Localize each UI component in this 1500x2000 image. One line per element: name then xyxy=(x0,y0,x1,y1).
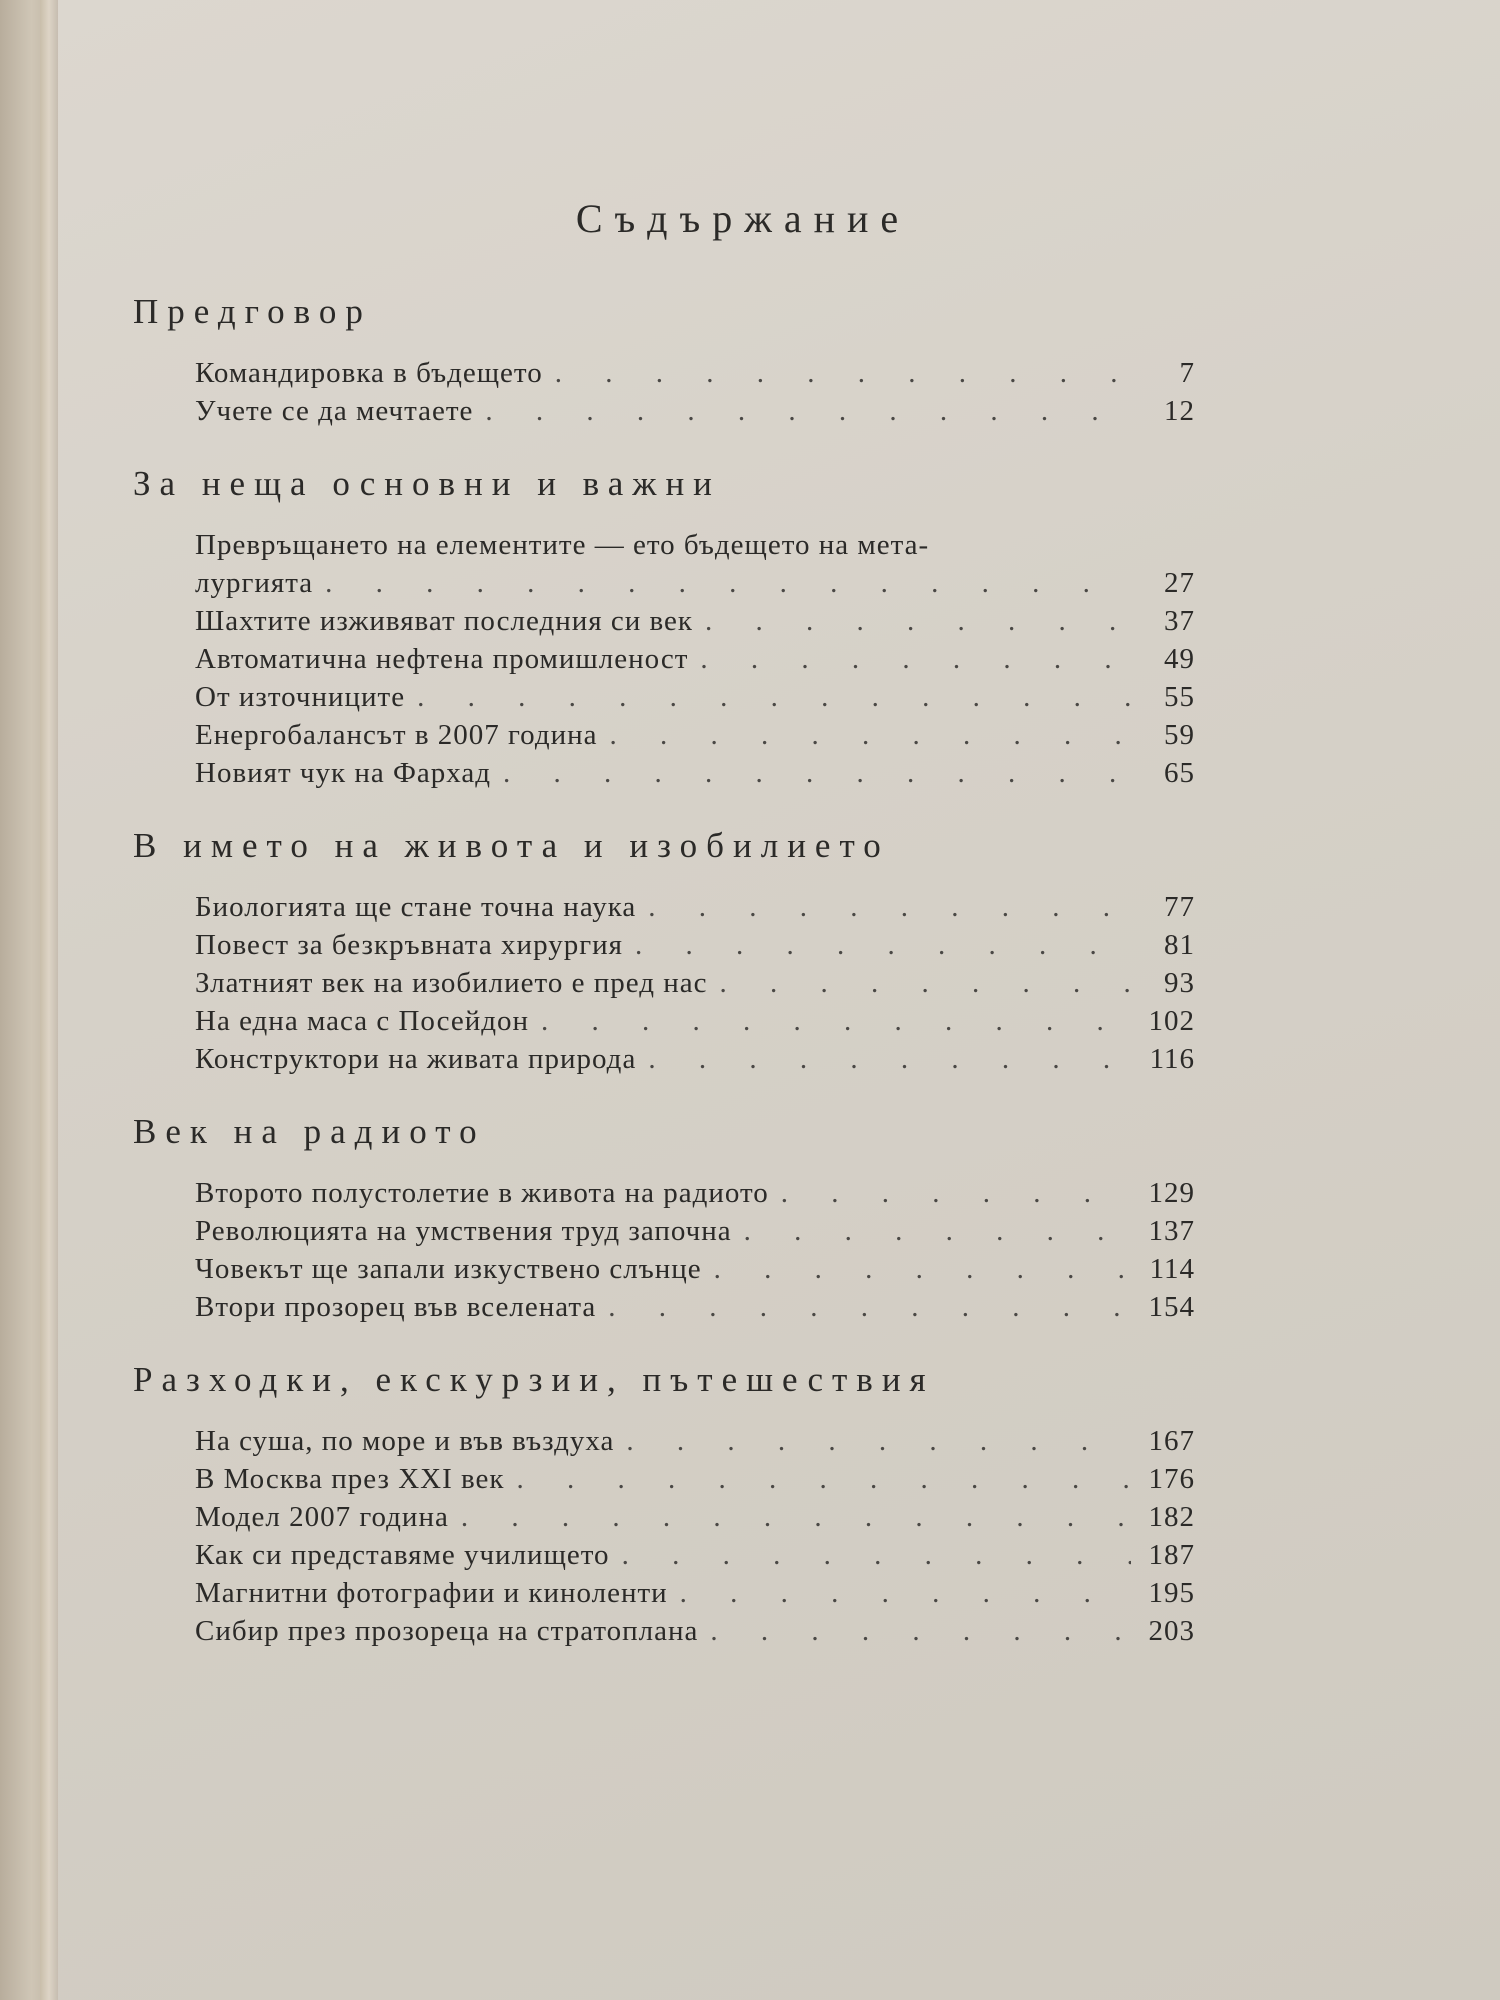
toc-section xyxy=(133,464,1273,792)
toc-title: Съдържание xyxy=(575,196,911,241)
page-number: 7 xyxy=(1179,357,1195,389)
section-title: За неща основни и важни xyxy=(133,464,721,503)
entry-title: Конструктори на живата природа xyxy=(195,1043,637,1075)
dot-leader xyxy=(417,678,1131,716)
toc-section xyxy=(133,292,1273,430)
page-number: 37 xyxy=(1164,605,1195,637)
dot-leader xyxy=(635,926,1131,964)
toc-entry xyxy=(195,526,1195,602)
page-number: 77 xyxy=(1164,891,1195,923)
entry-title: Как си представяме училището xyxy=(195,1539,610,1571)
dot-leader xyxy=(781,1174,1131,1212)
page-number: 81 xyxy=(1164,929,1195,961)
toc-entry xyxy=(195,1002,1195,1040)
toc-entry xyxy=(195,1574,1195,1612)
entry-title-continuation: лургията xyxy=(195,567,314,599)
page-number: 114 xyxy=(1149,1253,1195,1285)
toc-entry xyxy=(195,1460,1195,1498)
section-title: Предговор xyxy=(133,292,372,331)
entry-title: Златният век на изобилието е пред нас xyxy=(195,967,708,999)
page-number: 93 xyxy=(1164,967,1195,999)
entry-title: Превръщането на елементите — ето бъдещето на мета- xyxy=(195,529,930,561)
page-number: 55 xyxy=(1164,681,1195,713)
page-number: 167 xyxy=(1148,1425,1195,1457)
dot-leader xyxy=(648,888,1131,926)
entry-title: Биологията ще стане точна наука xyxy=(195,891,637,923)
toc-section xyxy=(133,1360,1273,1650)
toc-entry xyxy=(195,964,1195,1002)
entry-title: Второто полустолетие в живота на радиото xyxy=(195,1177,769,1209)
entry-title: Революцията на умствения труд започна xyxy=(195,1215,732,1247)
entry-title: В Москва през XXI век xyxy=(195,1463,505,1495)
dot-leader xyxy=(485,392,1131,430)
page-number: 49 xyxy=(1164,643,1195,675)
page-number: 102 xyxy=(1148,1005,1195,1037)
page-edge xyxy=(40,0,58,2000)
section-title: В името на живота и изобилието xyxy=(133,826,890,865)
dot-leader xyxy=(719,964,1131,1002)
toc-entry xyxy=(195,678,1195,716)
entry-title: Сибир през прозореца на стратоплана xyxy=(195,1615,699,1647)
page-number: 176 xyxy=(1148,1463,1195,1495)
toc-section xyxy=(133,826,1273,1078)
book-page xyxy=(58,0,1500,2000)
entry-title: Новият чук на Фархад xyxy=(195,757,492,789)
entry-title: Магнитни фотографии и киноленти xyxy=(195,1577,668,1609)
dot-leader xyxy=(555,354,1131,392)
toc-entry xyxy=(195,1250,1195,1288)
toc-entry xyxy=(195,926,1195,964)
dot-leader xyxy=(680,1574,1131,1612)
dot-leader xyxy=(325,564,1131,602)
toc-entry xyxy=(195,716,1195,754)
toc-entry xyxy=(195,1174,1195,1212)
toc-entry xyxy=(195,354,1195,392)
toc-entry xyxy=(195,640,1195,678)
dot-leader xyxy=(541,1002,1131,1040)
page-number: 182 xyxy=(1148,1501,1195,1533)
dot-leader xyxy=(503,754,1131,792)
dot-leader xyxy=(705,602,1131,640)
toc-entry xyxy=(195,888,1195,926)
entry-title: Модел 2007 година xyxy=(195,1501,449,1533)
dot-leader xyxy=(461,1498,1131,1536)
entry-title: Автоматична нефтена промишленост xyxy=(195,643,689,675)
page-number: 12 xyxy=(1164,395,1195,427)
entry-title: Командировка в бъдещето xyxy=(195,357,543,389)
page-number: 27 xyxy=(1164,567,1195,599)
entry-title: На суша, по море и във въздуха xyxy=(195,1425,615,1457)
entry-title: Шахтите изживяват последния си век xyxy=(195,605,693,637)
page-number: 195 xyxy=(1148,1577,1195,1609)
page-number: 154 xyxy=(1148,1291,1195,1323)
toc-entry xyxy=(195,1212,1195,1250)
toc-entry xyxy=(195,602,1195,640)
page-number: 129 xyxy=(1148,1177,1195,1209)
entry-title: От източниците xyxy=(195,681,406,713)
entry-title: Повест за безкръвната хирургия xyxy=(195,929,623,961)
toc-entry xyxy=(195,754,1195,792)
dot-leader xyxy=(610,716,1131,754)
entry-title: Втори прозорец във вселената xyxy=(195,1291,597,1323)
dot-leader xyxy=(648,1040,1131,1078)
section-title: Разходки, екскурзии, пътешествия xyxy=(133,1360,935,1399)
entry-title: На една маса с Посейдон xyxy=(195,1005,529,1037)
toc-entry xyxy=(195,1040,1195,1078)
page-number: 59 xyxy=(1164,719,1195,751)
dot-leader xyxy=(700,640,1131,678)
table-of-contents xyxy=(133,195,1273,1684)
dot-leader xyxy=(517,1460,1132,1498)
entry-title: Енергобалансът в 2007 година xyxy=(195,719,598,751)
dot-leader xyxy=(710,1612,1131,1650)
toc-entry xyxy=(195,1498,1195,1536)
toc-entry xyxy=(195,1422,1195,1460)
dot-leader xyxy=(622,1536,1131,1574)
page-number: 203 xyxy=(1148,1615,1195,1647)
dot-leader xyxy=(714,1250,1131,1288)
page-number: 116 xyxy=(1149,1043,1195,1075)
entry-title: Учете се да мечтаете xyxy=(195,395,474,427)
entry-title: Човекът ще запали изкуствено слънце xyxy=(195,1253,702,1285)
toc-sections xyxy=(133,292,1273,1650)
dot-leader xyxy=(626,1422,1131,1460)
toc-section xyxy=(133,1112,1273,1326)
toc-entry xyxy=(195,1612,1195,1650)
toc-entry xyxy=(195,392,1195,430)
page-number: 137 xyxy=(1148,1215,1195,1247)
dot-leader xyxy=(744,1212,1131,1250)
toc-entry xyxy=(195,1288,1195,1326)
toc-entry xyxy=(195,1536,1195,1574)
dot-leader xyxy=(608,1288,1131,1326)
section-title: Век на радиото xyxy=(133,1112,486,1151)
page-number: 187 xyxy=(1148,1539,1195,1571)
page-number: 65 xyxy=(1164,757,1195,789)
